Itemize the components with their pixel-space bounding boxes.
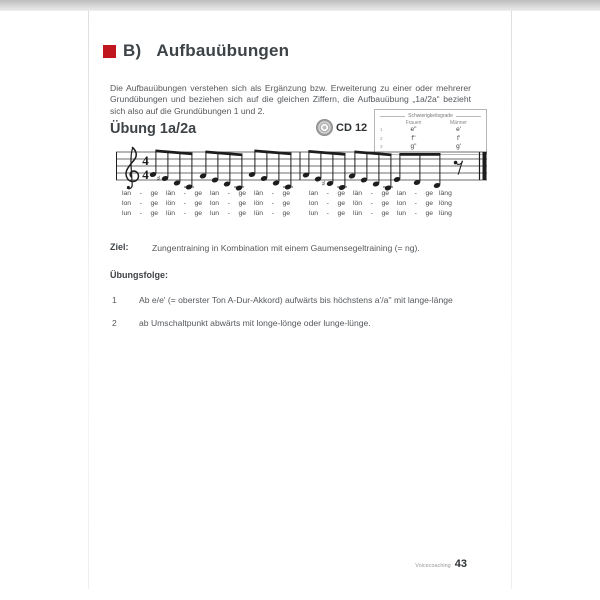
lyric-syllable-pair: lün - ge xyxy=(254,209,290,217)
lyric-syllable-pair: löng xyxy=(439,199,452,207)
lyrics-row xyxy=(118,208,474,218)
footer-book-title: Voicecoaching xyxy=(415,563,451,569)
lyric-syllable-pair: lün - ge xyxy=(166,209,202,217)
ziel-label: Ziel: xyxy=(110,242,129,252)
lyric-syllable-pair: lüng xyxy=(439,209,452,217)
section-heading xyxy=(103,41,289,61)
lyric-syllable-pair: lan - ge xyxy=(397,189,433,197)
cd-disc-icon xyxy=(316,119,333,136)
lyric-syllable-pair: lon - ge xyxy=(122,199,158,207)
item-2-text: ab Umschaltpunkt abwärts mit longe-lönge oder lunge-lünge. xyxy=(139,318,371,328)
svg-text:4: 4 xyxy=(142,167,149,182)
lyric-syllable-pair: lun - ge xyxy=(309,209,345,217)
uebungsfolge-label: Übungsfolge: xyxy=(110,270,168,280)
lyric-syllable-pair: lon - ge xyxy=(309,199,345,207)
svg-text:♯: ♯ xyxy=(321,179,326,189)
difficulty-row: 1 e'' e' xyxy=(380,126,461,133)
lyric-syllable-pair: lön - ge xyxy=(166,199,202,207)
column-maenner: Männer xyxy=(450,120,467,126)
divider xyxy=(380,116,405,117)
difficulty-table-title: Schwierigkeitsgrade xyxy=(408,113,453,119)
column-frauen: Frauen xyxy=(405,120,422,126)
music-notation xyxy=(116,146,488,194)
lyric-syllable-pair: län - ge xyxy=(254,189,290,197)
lyric-syllable-pair: lun - ge xyxy=(122,209,158,217)
item-2-number: 2 xyxy=(112,318,117,328)
lyric-syllable-pair: lan - ge xyxy=(122,189,158,197)
item-1-number: 1 xyxy=(112,295,117,305)
ziel-text: Zungentraining in Kombination mit einem Gaumensegeltraining (= ng). xyxy=(152,242,420,253)
item-1-text: Ab e/e' (= oberster Ton A-Dur-Akkord) aufwärts bis höchstens a'/a'' mit lange-länge xyxy=(139,295,453,305)
lyric-syllable-pair: lön - ge xyxy=(353,199,389,207)
lyrics-block xyxy=(118,188,474,218)
page-left-edge xyxy=(88,11,89,589)
divider xyxy=(456,116,481,117)
lyric-syllable-pair: lan - ge xyxy=(210,189,246,197)
exercise-title: Übung 1a/2a xyxy=(110,121,197,137)
lyrics-row xyxy=(118,188,474,198)
difficulty-row: 2 f'' f' xyxy=(380,134,461,142)
lyric-syllable-pair: lun - ge xyxy=(397,209,433,217)
section-index: B) xyxy=(123,41,142,60)
photo-top-edge xyxy=(0,0,600,11)
lyric-syllable-pair: läng xyxy=(439,189,452,197)
page-right-edge xyxy=(511,11,512,589)
page-footer xyxy=(0,558,467,570)
lyrics-row xyxy=(118,198,474,208)
lyric-syllable-pair: län - ge xyxy=(166,189,202,197)
lyric-syllable-pair: lon - ge xyxy=(397,199,433,207)
difficulty-row: 3 g'' g' xyxy=(380,143,461,150)
lyric-syllable-pair: lün - ge xyxy=(353,209,389,217)
red-square-marker xyxy=(103,45,116,58)
lyric-syllable-pair: lan - ge xyxy=(309,189,345,197)
lyric-syllable-pair: lun - ge xyxy=(210,209,246,217)
lyric-syllable-pair: lön - ge xyxy=(254,199,290,207)
footer-page-number: 43 xyxy=(454,558,467,570)
svg-text:♯: ♯ xyxy=(156,174,161,184)
cd-reference xyxy=(316,119,367,136)
lyric-syllable-pair: lon - ge xyxy=(210,199,246,207)
lyric-syllable-pair: län - ge xyxy=(353,189,389,197)
cd-label: CD 12 xyxy=(336,121,368,134)
difficulty-table-title-row xyxy=(380,113,481,119)
intro-paragraph: Die Aufbauübungen verstehen sich als Ergänzung bzw. Erweiterung zu einer oder mehrerer Grundübungen und beziehen sich auf die gleichen Ziffern, die Aufbauübung „1a/2a“ bezieht sich also auf die Grundübungen 1 und 2. xyxy=(110,82,471,117)
section-title: Aufbauübungen xyxy=(156,41,290,60)
svg-text:4: 4 xyxy=(142,153,149,168)
